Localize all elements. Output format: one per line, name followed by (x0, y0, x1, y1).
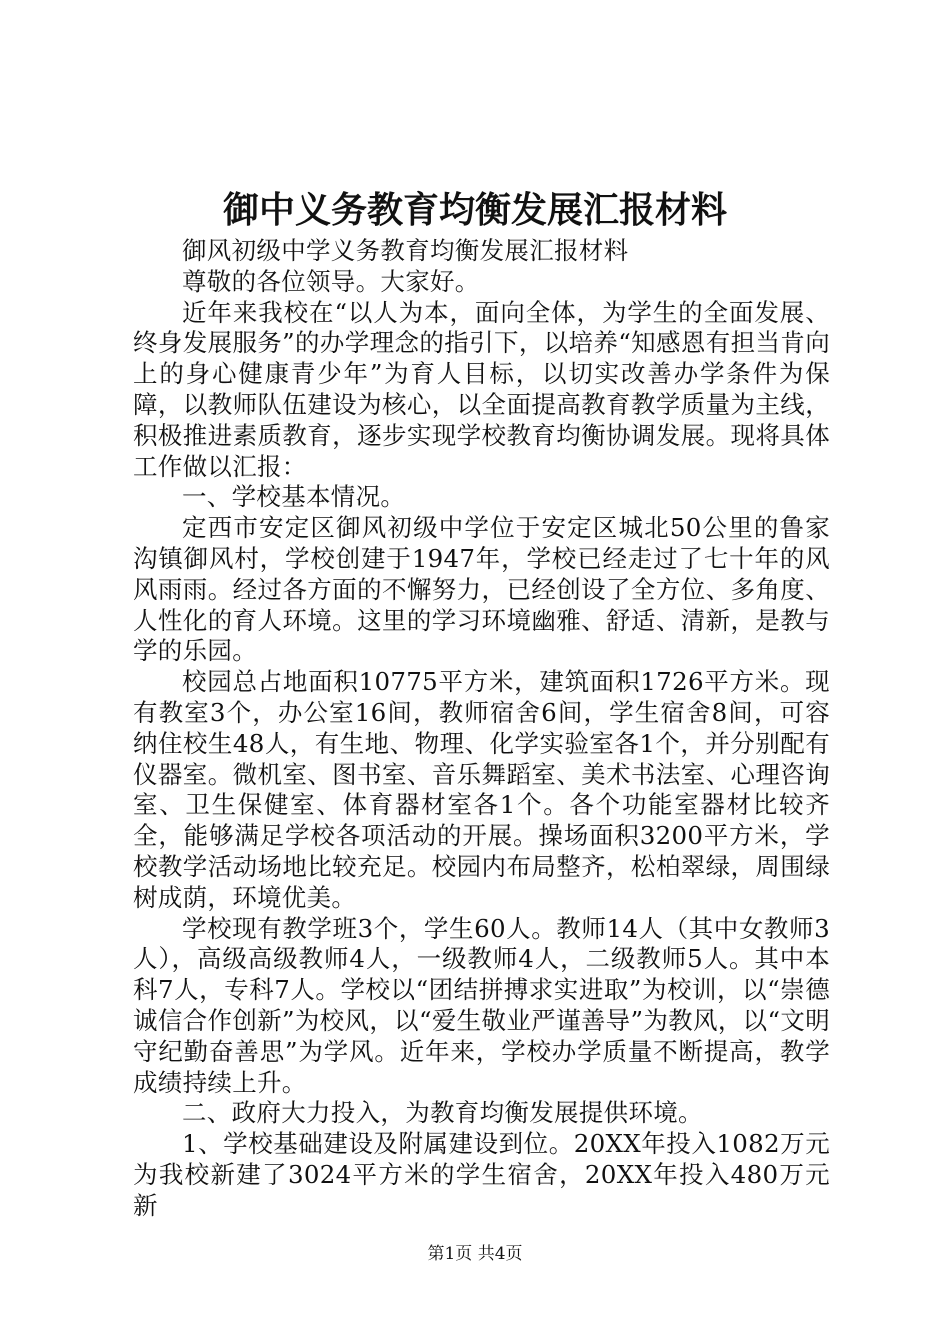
paragraph-greeting: 尊敬的各位领导。大家好。 (182, 266, 480, 296)
paragraph-investment: 1、学校基础建设及附属建设到位。20XX年投入1082万元为我校新建了3024平方米的学生宿舍，20XX年投入480万元新 (133, 1129, 830, 1220)
paragraph-location: 定西市安定区御风初级中学位于安定区城北50公里的鲁家沟镇御风村，学校创建于1947年，学校已经走过了七十年的风风雨雨。经过各方面的不懈努力，已经创设了全方位、多角度、人性化的育人环境。这里的学习环境幽雅、舒适、清新，是教与学的乐园。 (133, 513, 830, 666)
paragraph-intro: 近年来我校在“以人为本，面向全体，为学生的全面发展、终身发展服务”的办学理念的指引下，以培养“知感恩有担当肯向上的身心健康青少年”为育人目标，以切实改善办学条件为保障，以教师队伍建设为核心，以全面提高教育教学质量为主线，积极推进素质教育，逐步实现学校教育均衡协调发展。现将具体工作做以汇报： (133, 297, 830, 481)
section-heading-1: 一、学校基本情况。 (182, 482, 406, 512)
document-body (133, 236, 830, 1222)
paragraph-staff: 学校现有教学班3个，学生60人。教师14人（其中女教师3人），高级高级教师4人，一级教师4人，二级教师5人。其中本科7人，专科7人。学校以“团结拼搏求实进取”为校训，以“崇德诚信合作创新”为校风，以“爱生敬业严谨善导”为教风，以“文明守纪勤奋善思”为学风。近年来，学校办学质量不断提高，教学成绩持续上升。 (133, 913, 830, 1097)
section-heading-2: 二、政府大力投入，为教育均衡发展提供环境。 (182, 1098, 703, 1128)
paragraph-subtitle: 御风初级中学义务教育均衡发展汇报材料 (182, 236, 629, 265)
document-title: 御中义务教育均衡发展汇报材料 (222, 189, 727, 231)
page-footer: 第1页 共4页 (427, 1244, 523, 1264)
paragraph-campus: 校园总占地面积10775平方米，建筑面积1726平方米。现有教室3个，办公室16间，教师宿舍6间，学生宿舍8间，可容纳住校生48人，有生地、物理、化学实验室各1个，并分别配有仪器室。微机室、图书室、音乐舞蹈室、美术书法室、心理咨询室、卫生保健室、体育器材室各1个。各个功能室器材比较齐全，能够满足学校各项活动的开展。操场面积3200平方米，学校教学活动场地比较充足。校园内布局整齐，松柏翠绿，周围绿树成荫，环境优美。 (133, 667, 830, 912)
